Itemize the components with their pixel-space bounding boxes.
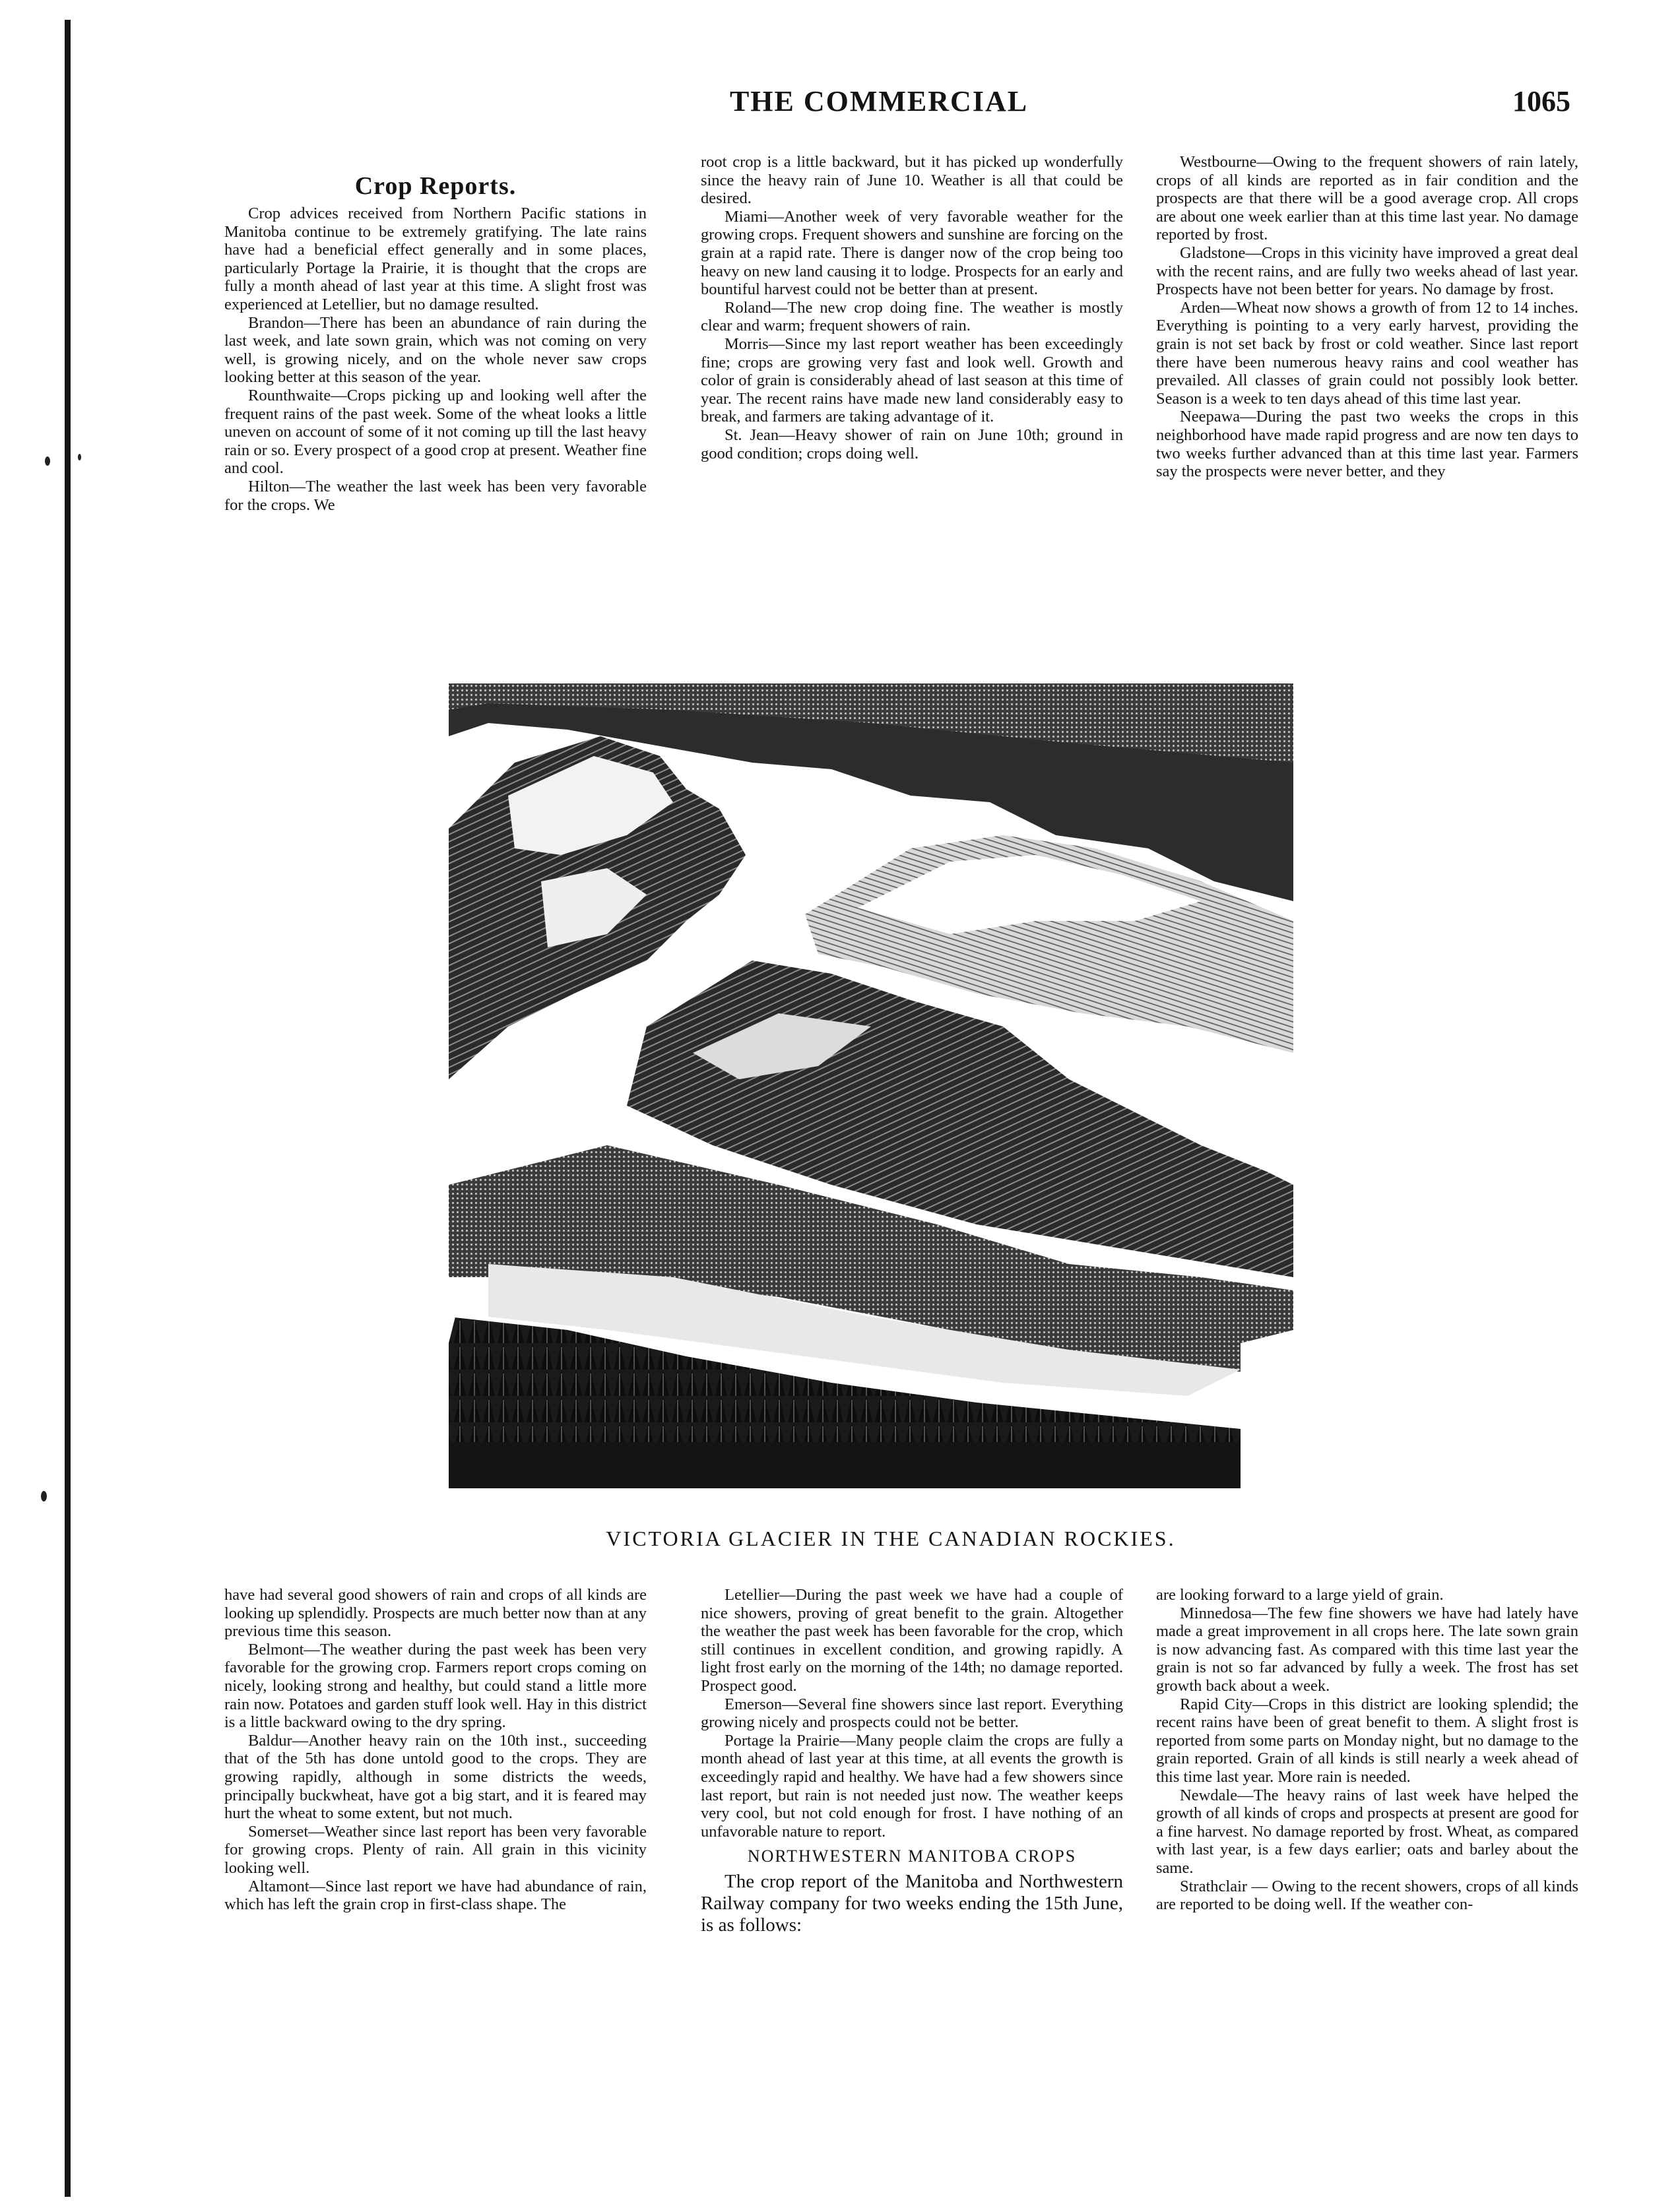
publication-title: THE COMMERCIAL (729, 85, 1029, 117)
running-head (0, 84, 1680, 124)
scan-speck (41, 1491, 47, 1501)
paragraph: Roland—The new crop doing fine. The weather is mostly clear and warm; frequent showers of rain. (701, 298, 1123, 335)
paragraph: are looking forward to a large yield of grain. (1156, 1586, 1444, 1604)
glacier-illustration (409, 683, 1373, 1488)
section-subheading: NORTHWESTERN MANITOBA CROPS (747, 1847, 1077, 1866)
page-number: 1065 (1512, 85, 1570, 117)
paragraph: Brandon—There has been an abundance of rain during the last week, and late sown grain, which was not coming on very well, is growing nicely, and on the whole never saw crops looking better at this season of the year. (224, 313, 647, 387)
paragraph: Strathclair — Owing to the recent showers, crops of all kinds are reported to be doing well. If the weather con- (1156, 1877, 1578, 1914)
binding-margin-rule (65, 20, 71, 2197)
paragraph: Miami—Another week of very favorable weather for the growing crops. Frequent showers and sunshine are forcing on the grain at a rapid rate. There is danger now of the crop being too heavy on new land causing it to lodge. Prospects for an early and bountiful harvest could not be better than at present. (701, 207, 1123, 299)
scan-speck (78, 454, 81, 460)
paragraph: Somerset—Weather since last report has been very favorable for growing crops. Plenty of rain. All grain in this vicinity looking well. (224, 1822, 647, 1877)
paragraph: Portage la Prairie—Many people claim the crops are fully a month ahead of last year at this time, at all events the growth is exceedingly rapid and healthy. We have had a few showers since last report, but rain is not needed just now. The weather keeps very cool, but not cold enough for frost. I have nothing of an unfavorable nature to report. (701, 1731, 1123, 1841)
figure-caption: VICTORIA GLACIER IN THE CANADIAN ROCKIES. (606, 1527, 1176, 1550)
paragraph: Rounthwaite—Crops picking up and looking well after the frequent rains of the past week. Some of the wheat looks a little uneven on account of some of it not coming up till the last heavy rain or so. Every prospect of a good crop at present. Weather fine and cool. (224, 386, 647, 478)
column-bottom-1 (224, 1586, 647, 2193)
paragraph: Belmont—The weather during the past week has been very favorable for the growing crop. Farmers report crops coming on nicely, looking strong and healthy, but could stand a little more rain now. Potatoes and garden stuff look well. Hay in this district is a little backward owing to the dry spring. (224, 1640, 647, 1732)
paragraph: Rapid City—Crops in this district are looking splendid; the recent rains have been of great benefit to them. A slight frost is reported from some parts on Monday night, but no damage to the grain reported. Grain of all kinds is still nearly a week ahead of this time last year. More rain is needed. (1156, 1695, 1578, 1786)
paragraph: Emerson—Several fine showers since last report. Everything growing nicely and prospects could not be better. (701, 1695, 1123, 1732)
paragraph: Arden—Wheat now shows a growth of from 12 to 14 inches. Everything is pointing to a very early harvest, providing the grain is not set back by frost or cold weather. Since last report there have been numerous heavy rains and cool weather has prevailed. All classes of grain could not possibly look better. Season is a week to ten days ahead of this time last year. (1156, 298, 1578, 408)
paragraph: Letellier—During the past week we have had a couple of nice showers, proving of great benefit to the grain. Altogether the weather the past week has been favorable for the crop, which still continues in excellent condition, and growing rapidly. A light frost early on the morning of the 14th; no damage reported. Prospect good. (701, 1586, 1123, 1695)
lead-paragraph: The crop report of the Manitoba and Northwestern Railway company for two weeks ending the 15th June, is as follows: (701, 1870, 1123, 1936)
paragraph: Morris—Since my last report weather has been exceedingly fine; crops are growing very fast and look well. Growth and color of grain is considerably ahead of last season at this time of year. The recent rains have made new land considerably easy to break, and farmers are taking advantage of it. (701, 334, 1123, 426)
paragraph: St. Jean—Heavy shower of rain on June 10th; ground in good condition; crops doing well. (701, 426, 1123, 462)
article-heading: Crop Reports. (354, 172, 517, 200)
paragraph: Gladstone—Crops in this vicinity have improved a great deal with the recent rains, and are fully two weeks ahead of last year. Prospects have not been better for years. No damage by frost. (1156, 243, 1578, 299)
paragraph: Crop advices received from Northern Pacific stations in Manitoba continue to be extremely gratifying. The late rains have had a beneficial effect generally and in some places, particularly Portage la Prairie, it is thought that the crops are fully a month ahead of last year at this time. A slight frost was experienced at Letellier, but no damage resulted. (224, 205, 647, 313)
paragraph: Hilton—The weather the last week has been very favorable for the crops. We (224, 477, 647, 514)
paragraph: Neepawa—During the past two weeks the crops in this neighborhood have made rapid progress and are now ten days to two weeks further advanced than at this time last year. Farmers say the prospects were never better, and they (1156, 408, 1578, 481)
paragraph: root crop is a little backward, but it has picked up wonderfully since the heavy rain of June 10. Weather is all that could be desired. (701, 153, 1123, 208)
scan-speck (45, 457, 50, 466)
paragraph: have had several good showers of rain and crops of all kinds are looking up splendidly. Prospects are much better now than at any previous time this season. (224, 1586, 647, 1641)
paragraph: Altamont—Since last report we have had abundance of rain, which has left the grain crop in first-class shape. The (224, 1877, 647, 1914)
paragraph: Minnedosa—The few fine showers we have had lately have made a great improvement in all crops here. The late sown grain is now advancing fast. As compared with this time last year the grain is not so far advanced by fully a week. The frost has set growth back about a week. (1156, 1604, 1578, 1695)
column-bottom-2 (701, 1586, 1123, 2193)
paragraph: Newdale—The heavy rains of last week have helped the growth of all kinds of crops and prospects at present are good for a fine harvest. No damage reported by frost. Wheat, as compared with last year, is a few days earlier; oats and barley about the same. (1156, 1786, 1578, 1877)
paragraph: Westbourne—Owing to the frequent showers of rain lately, crops of all kinds are reported as in fair condition and the prospects are that there will be a good average crop. All crops are about one week earlier than at this time last year. No damage reported by frost. (1156, 153, 1578, 244)
paragraph: Baldur—Another heavy rain on the 10th inst., succeeding that of the 5th has done untold good to the crops. They are growing rapidly, although in some districts the weeds, principally buckwheat, have got a big start, and it is feared may hurt the wheat to some extent, but not much. (224, 1731, 647, 1823)
column-bottom-3 (1156, 1586, 1578, 2193)
